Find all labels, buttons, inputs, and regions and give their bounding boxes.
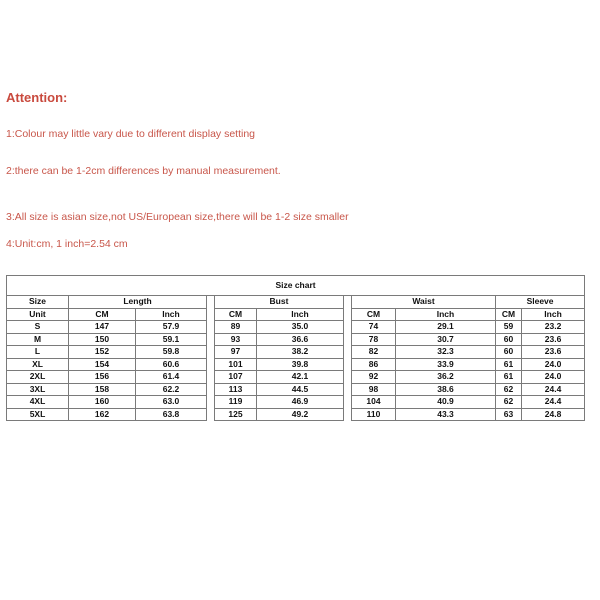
length-inch-cell: 59.8: [136, 346, 207, 359]
length-inch-cell: 59.1: [136, 333, 207, 346]
waist-cm-cell: 110: [352, 408, 396, 421]
size-chart-title: Size chart: [7, 276, 585, 296]
bust-inch-cell: 38.2: [257, 346, 344, 359]
bust-inch-cell: 46.9: [257, 396, 344, 409]
length-inch-cell: 63.8: [136, 408, 207, 421]
length-cm-cell: 162: [69, 408, 136, 421]
table-row: [7, 371, 585, 384]
size-chart-table: [6, 275, 585, 421]
size-cell: XL: [7, 358, 69, 371]
sleeve-inch-cell: 23.2: [522, 321, 585, 334]
group-header-row: [7, 296, 585, 309]
attention-note-colour: 1:Colour may little vary due to different display setting: [6, 128, 256, 140]
size-cell: 3XL: [7, 383, 69, 396]
bust-cm-cell: 119: [215, 396, 257, 409]
length-inch-cell: 57.9: [136, 321, 207, 334]
length-inch-label: Inch: [136, 308, 207, 321]
sleeve-inch-cell: 23.6: [522, 346, 585, 359]
attention-note-unit: 4:Unit:cm, 1 inch=2.54 cm: [6, 238, 128, 250]
column-gap: [207, 296, 215, 421]
waist-inch-cell: 33.9: [396, 358, 496, 371]
waist-cm-cell: 78: [352, 333, 396, 346]
table-row: [7, 383, 585, 396]
sleeve-cm-cell: 60: [496, 333, 522, 346]
size-header: Size: [7, 296, 69, 309]
table-row: [7, 346, 585, 359]
length-inch-cell: 60.6: [136, 358, 207, 371]
waist-cm-label: CM: [352, 308, 396, 321]
waist-inch-cell: 43.3: [396, 408, 496, 421]
length-header: Length: [69, 296, 207, 309]
attention-title: Attention:: [6, 90, 68, 105]
table-row: [7, 333, 585, 346]
bust-cm-cell: 97: [215, 346, 257, 359]
bust-inch-cell: 42.1: [257, 371, 344, 384]
bust-cm-cell: 93: [215, 333, 257, 346]
length-cm-cell: 147: [69, 321, 136, 334]
bust-cm-cell: 101: [215, 358, 257, 371]
bust-inch-cell: 44.5: [257, 383, 344, 396]
size-cell: 2XL: [7, 371, 69, 384]
waist-inch-label: Inch: [396, 308, 496, 321]
waist-cm-cell: 92: [352, 371, 396, 384]
waist-inch-cell: 29.1: [396, 321, 496, 334]
waist-header: Waist: [352, 296, 496, 309]
length-inch-cell: 62.2: [136, 383, 207, 396]
size-cell: L: [7, 346, 69, 359]
size-chart-title-row: [7, 276, 585, 296]
sleeve-inch-cell: 24.8: [522, 408, 585, 421]
waist-cm-cell: 86: [352, 358, 396, 371]
bust-inch-cell: 49.2: [257, 408, 344, 421]
attention-note-measurement: 2:there can be 1-2cm differences by manual measurement.: [6, 165, 281, 177]
length-cm-cell: 160: [69, 396, 136, 409]
bust-inch-label: Inch: [257, 308, 344, 321]
bust-cm-cell: 107: [215, 371, 257, 384]
size-cell: 4XL: [7, 396, 69, 409]
sleeve-inch-cell: 24.0: [522, 358, 585, 371]
waist-inch-cell: 32.3: [396, 346, 496, 359]
bust-inch-cell: 35.0: [257, 321, 344, 334]
waist-cm-cell: 74: [352, 321, 396, 334]
bust-inch-cell: 39.8: [257, 358, 344, 371]
length-inch-cell: 63.0: [136, 396, 207, 409]
bust-inch-cell: 36.6: [257, 333, 344, 346]
unit-label: Unit: [7, 308, 69, 321]
sleeve-cm-cell: 62: [496, 396, 522, 409]
table-row: [7, 408, 585, 421]
length-cm-cell: 150: [69, 333, 136, 346]
length-cm-cell: 152: [69, 346, 136, 359]
waist-inch-cell: 38.6: [396, 383, 496, 396]
sleeve-cm-cell: 61: [496, 371, 522, 384]
length-cm-cell: 158: [69, 383, 136, 396]
length-cm-label: CM: [69, 308, 136, 321]
size-cell: S: [7, 321, 69, 334]
bust-cm-cell: 125: [215, 408, 257, 421]
sleeve-cm-cell: 62: [496, 383, 522, 396]
length-cm-cell: 156: [69, 371, 136, 384]
sleeve-cm-cell: 63: [496, 408, 522, 421]
waist-inch-cell: 40.9: [396, 396, 496, 409]
bust-cm-cell: 113: [215, 383, 257, 396]
sleeve-cm-label: CM: [496, 308, 522, 321]
bust-cm-label: CM: [215, 308, 257, 321]
waist-inch-cell: 30.7: [396, 333, 496, 346]
sleeve-inch-cell: 24.4: [522, 383, 585, 396]
sleeve-inch-cell: 24.4: [522, 396, 585, 409]
waist-cm-cell: 104: [352, 396, 396, 409]
sleeve-inch-cell: 24.0: [522, 371, 585, 384]
sleeve-cm-cell: 59: [496, 321, 522, 334]
waist-cm-cell: 98: [352, 383, 396, 396]
sleeve-cm-cell: 60: [496, 346, 522, 359]
sleeve-cm-cell: 61: [496, 358, 522, 371]
sleeve-inch-label: Inch: [522, 308, 585, 321]
sleeve-inch-cell: 23.6: [522, 333, 585, 346]
size-cell: 5XL: [7, 408, 69, 421]
bust-cm-cell: 89: [215, 321, 257, 334]
column-gap: [344, 296, 352, 421]
table-row: [7, 321, 585, 334]
sleeve-header: Sleeve: [496, 296, 585, 309]
unit-row: [7, 308, 585, 321]
table-row: [7, 358, 585, 371]
waist-inch-cell: 36.2: [396, 371, 496, 384]
table-row: [7, 396, 585, 409]
attention-note-asian-size: 3:All size is asian size,not US/European size,there will be 1-2 size smaller: [6, 211, 349, 223]
waist-cm-cell: 82: [352, 346, 396, 359]
size-cell: M: [7, 333, 69, 346]
bust-header: Bust: [215, 296, 344, 309]
length-inch-cell: 61.4: [136, 371, 207, 384]
length-cm-cell: 154: [69, 358, 136, 371]
